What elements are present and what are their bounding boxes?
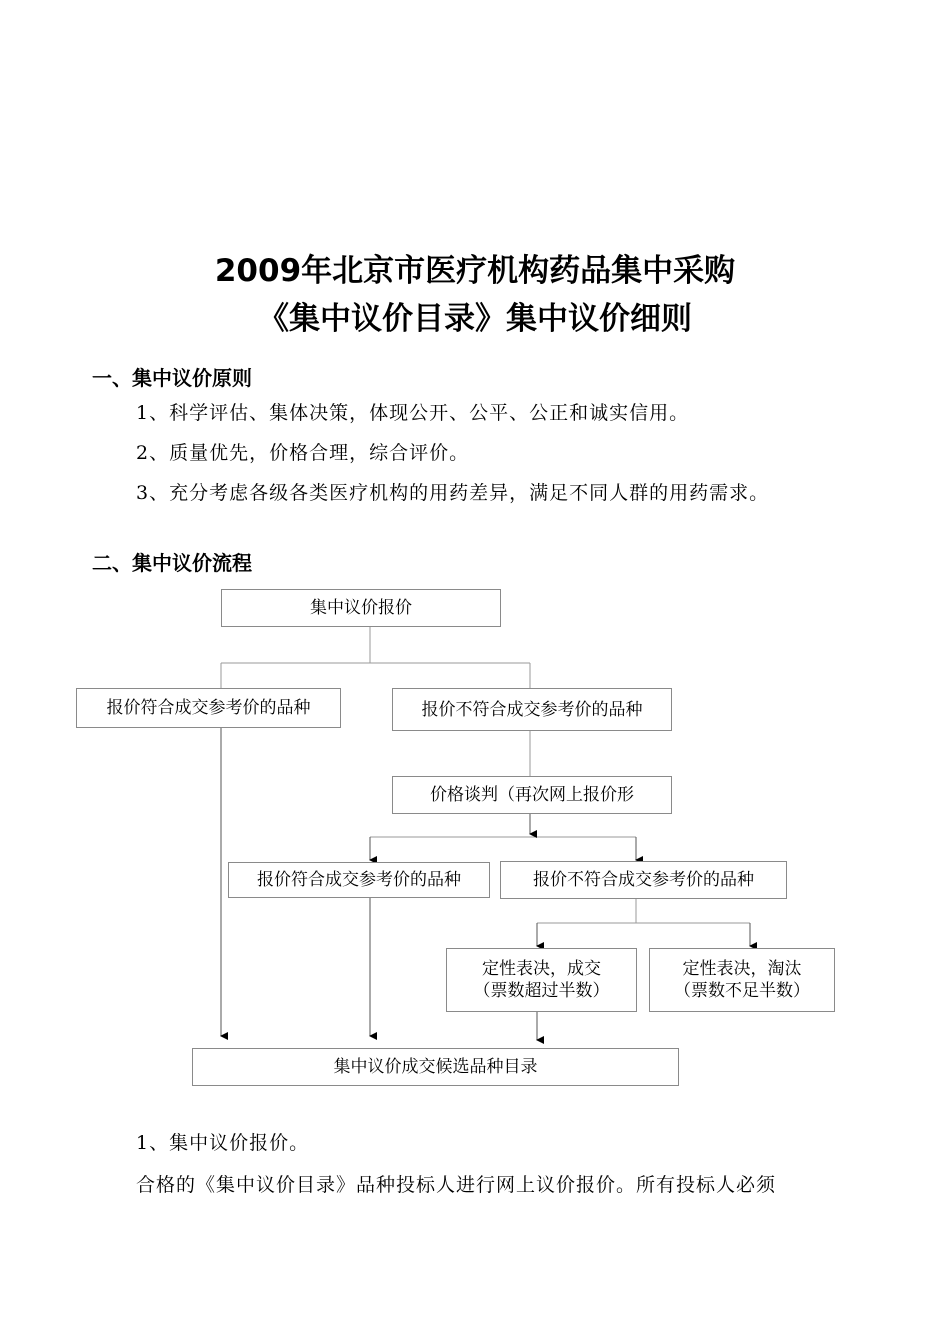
section1-heading: 一、集中议价原则 (92, 366, 252, 390)
flow-box-vote-fail-line1: 定性表决，淘汰 (682, 959, 802, 979)
flow-box-meets-2 (228, 862, 490, 898)
flow-box-not-meets-2-label: 报价不符合成交参考价的品种 (533, 870, 754, 890)
flow-box-not-meets-1-label: 报价不符合成交参考价的品种 (421, 699, 643, 720)
body-paragraph-1: 合格的《集中议价目录》品种投标人进行网上议价报价。所有投标人必须 (136, 1174, 777, 1196)
principle-item-2: 2、质量优先，价格合理，综合评价。 (136, 442, 470, 464)
flow-box-vote-fail (649, 948, 835, 1012)
flow-box-negotiation-label: 价格谈判（再次网上报价形 (430, 785, 634, 805)
flow-box-meets-1-label: 报价符合成交参考价的品种 (106, 698, 311, 718)
page-title-line2: 《集中议价目录》集中议价细则 (258, 301, 692, 337)
flow-box-meets-2-label: 报价符合成交参考价的品种 (257, 870, 461, 890)
body-item-1: 1、集中议价报价。 (136, 1132, 310, 1154)
flow-box-vote-pass-line1: 定性表决，成交 (482, 959, 601, 979)
flow-box-start-label: 集中议价报价 (310, 598, 412, 618)
principle-item-3: 3、充分考虑各级各类医疗机构的用药差异，满足不同人群的用药需求。 (136, 482, 770, 504)
flow-box-negotiation (392, 776, 672, 814)
flow-box-start (221, 589, 501, 627)
flow-box-meets-1 (76, 688, 341, 728)
flow-box-result (192, 1048, 679, 1086)
page-title-line1: 2009年北京市医疗机构药品集中采购 (214, 253, 736, 289)
flow-box-result-label: 集中议价成交候选品种目录 (333, 1057, 538, 1077)
flow-box-vote-pass (446, 948, 637, 1012)
section2-heading: 二、集中议价流程 (92, 551, 252, 575)
principle-item-1: 1、科学评估、集体决策，体现公开、公平、公正和诚实信用。 (136, 402, 690, 424)
flow-box-not-meets-2 (500, 861, 787, 899)
flow-box-not-meets-1 (392, 688, 672, 731)
flow-box-vote-pass-line2: （票数超过半数） (473, 981, 610, 1001)
flow-box-vote-fail-line2: （票数不足半数） (674, 981, 810, 1001)
